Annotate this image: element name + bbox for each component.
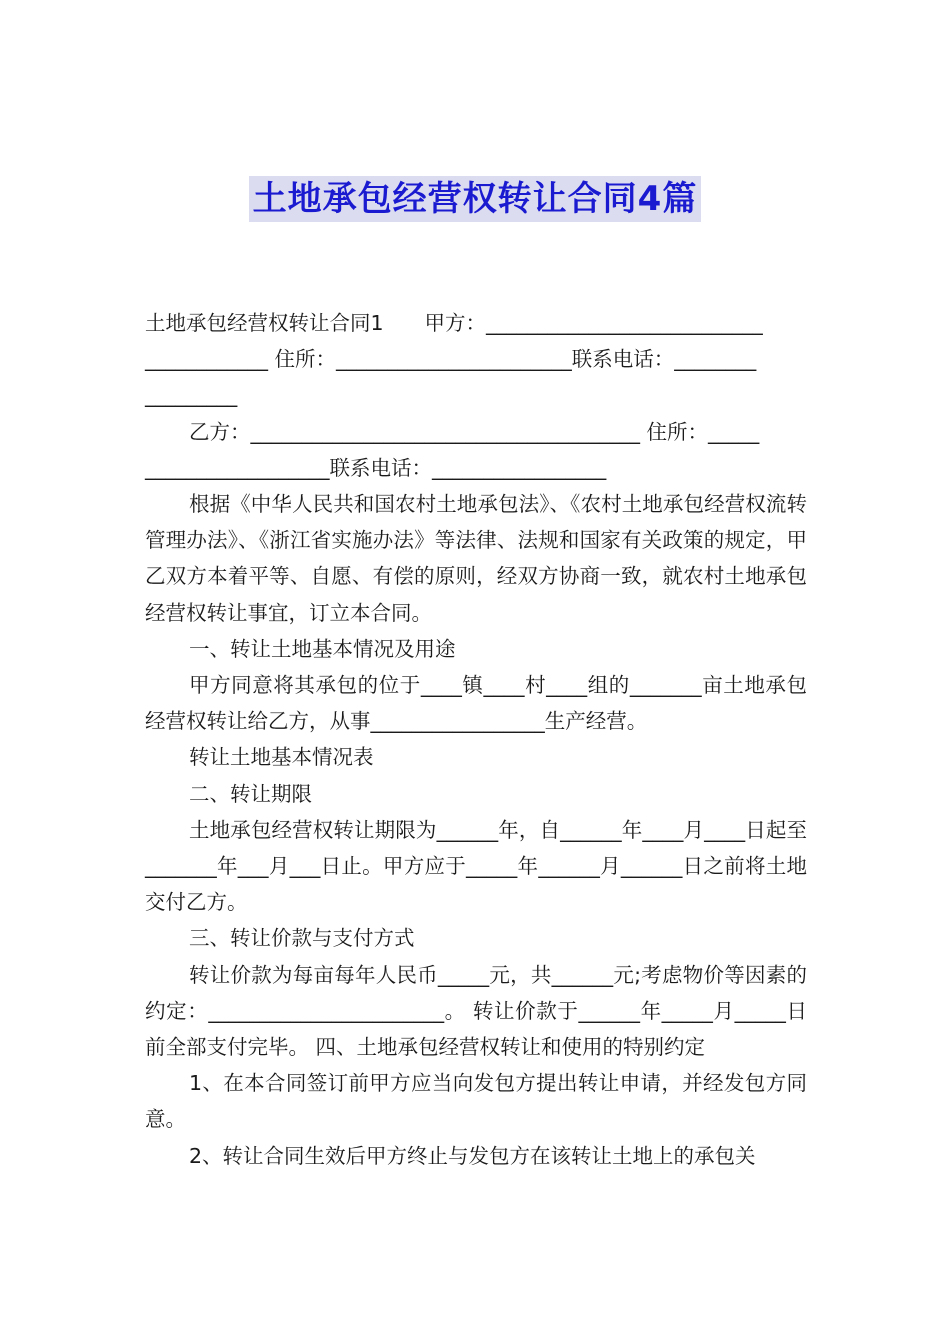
party-a-phone-cont: _________ bbox=[145, 383, 238, 408]
document-body bbox=[145, 305, 807, 1174]
party-b-phone-line: __________________联系电话：_________________ bbox=[145, 455, 607, 480]
land-table-caption: 转让土地基本情况表 bbox=[189, 745, 374, 770]
section-1-heading: 一、转让土地基本情况及用途 bbox=[189, 636, 456, 661]
party-b-line: 乙方：______________________________________ 住所：_____ bbox=[189, 419, 760, 444]
section-1-paragraph: 甲方同意将其承包的位于____镇____村____组的_______亩土地承包经营权转让给乙方，从事_________________生产经营。 bbox=[145, 673, 807, 734]
preamble-paragraph: 根据《中华人民共和国农村土地承包法》、《农村土地承包经营权流转管理办法》、《浙江省实施办法》等法律、法规和国家有关政策的规定，甲乙双方本着平等、自愿、有偿的原则，经双方协商一致，就农村土地承包经营权转让事宜，订立本合同。 bbox=[145, 492, 807, 625]
section-2-heading: 二、转让期限 bbox=[189, 781, 312, 806]
section-2-paragraph: 土地承包经营权转让期限为______年，自______年____月____日起至_______年___月___日止。甲方应于_____年______月______日之前将土地交付乙方。 bbox=[145, 817, 807, 915]
section-3-heading: 三、转让价款与支付方式 bbox=[189, 926, 415, 951]
section-3-paragraph: 转让价款为每亩每年人民币_____元，共______元;考虑物价等因素的约定：_______________________。 转让价款于______年_____月_____日前全部支付完毕。 四、土地承包经营权转让和使用的特别约定 bbox=[145, 962, 807, 1060]
title-container bbox=[0, 176, 950, 222]
clause-2-paragraph: 2、转让合同生效后甲方终止与发包方在该转让土地上的承包关 bbox=[189, 1143, 756, 1168]
clause-1-paragraph: 1、在本合同签订前甲方应当向发包方提出转让申请，并经发包方同意。 bbox=[145, 1071, 807, 1132]
document-title: 土地承包经营权转让合同4篇 bbox=[249, 176, 702, 222]
party-a-address-line: ____________ 住所：_______________________联系电话：________ bbox=[145, 347, 757, 372]
party-a-line: 土地承包经营权转让合同1 甲方：___________________________ bbox=[145, 311, 763, 335]
